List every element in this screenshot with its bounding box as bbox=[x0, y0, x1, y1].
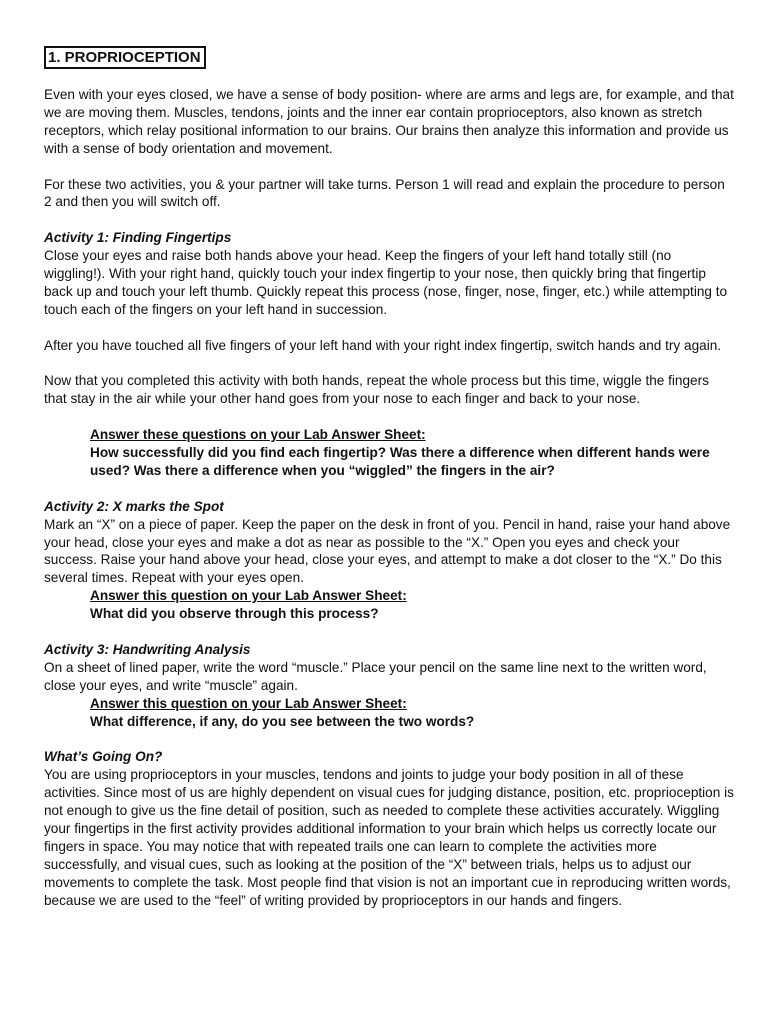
activity2-paragraph: Mark an “X” on a piece of paper. Keep the paper on the desk in front of you. Pencil in hand, raise your hand above your head, close your eyes and make a dot as near as possible to the “X.” Open you eyes and check your success. Raise your hand above your head, close your eyes, and attempt to make a dot closer to the “X.” Do this several times. Repeat with your eyes open. bbox=[44, 516, 731, 586]
intro-paragraph-2: For these two activities, you & your partner will take turns. Person 1 will read and explain the procedure to person 2 and then you will switch off. bbox=[44, 176, 725, 210]
activity3-answer-question: What difference, if any, do you see between the two words? bbox=[90, 713, 475, 729]
activity2-answer-lead: Answer this question on your Lab Answer Sheet: bbox=[90, 588, 407, 604]
activity1-answer-block bbox=[90, 426, 734, 480]
whats-going-on-paragraph: You are using proprioceptors in your muscles, tendons and joints to judge your body position in all of these activities. Since most of us are highly dependent on visual cues for judging distance, position, etc. proprioception is not enough to give us the fine detail of position, such as needed to complete these activities accurately. Wiggling your fingertips in the first activity provides additional information to your brain which helps us correctly locate our fingers in space. You may notice that with repeated trails one can learn to complete the activities more successfully, and visual cues, such as looking at the position of the “X” between trials, helps us to adjust our movements to complete the task. Most people find that vision is not an important cue in reproducing written words, because we are used to the “feel” of writing provided by proprioceptors in our hands and fingers. bbox=[44, 767, 734, 908]
activity3-answer-lead: Answer this question on your Lab Answer Sheet: bbox=[90, 695, 407, 711]
activity1-heading: Activity 1: Finding Fingertips bbox=[44, 230, 232, 246]
activity1-answer-lead: Answer these questions on your Lab Answer Sheet: bbox=[90, 427, 426, 443]
activity2-answer-question: What did you observe through this process? bbox=[90, 606, 379, 622]
activity1-answer-question: How successfully did you find each fingertip? Was there a difference when different hands were used? Was there a difference when you “wiggled” the fingers in the air? bbox=[90, 445, 710, 478]
activity3-paragraph: On a sheet of lined paper, write the word “muscle.” Place your pencil on the same line next to the written word, close your eyes, and write “muscle” again. bbox=[44, 659, 707, 693]
activity2-answer-block bbox=[90, 587, 734, 623]
section-title: 1. PROPRIOCEPTION bbox=[44, 46, 206, 69]
whats-going-on-heading: What’s Going On? bbox=[44, 749, 163, 765]
activity2-heading: Activity 2: X marks the Spot bbox=[44, 498, 224, 514]
activity1-paragraph-3: Now that you completed this activity with both hands, repeat the whole process but this time, wiggle the fingers that stay in the air while your other hand goes from your nose to each finger and back to your nose. bbox=[44, 373, 709, 407]
activity3-heading: Activity 3: Handwriting Analysis bbox=[44, 641, 251, 657]
document-page bbox=[44, 46, 734, 910]
activity1-paragraph-2: After you have touched all five fingers of your left hand with your right index fingertip, switch hands and try again. bbox=[44, 337, 722, 353]
activity3-answer-block bbox=[90, 695, 734, 731]
intro-paragraph-1: Even with your eyes closed, we have a sense of body position- where are arms and legs are, for example, and that we are moving them. Muscles, tendons, joints and the inner ear contain proprioceptors, also known as stretch receptors, which relay positional information to our brains. Our brains then analyze this information and provide us with a sense of body orientation and movement. bbox=[44, 87, 734, 156]
activity1-paragraph-1: Close your eyes and raise both hands above your head. Keep the fingers of your left hand totally still (no wiggling!). With your right hand, quickly touch your index fingertip to your nose, then quickly bring that fingertip back up and touch your left thumb. Quickly repeat this process (nose, finger, nose, finger, etc.) while attempting to touch each of the fingers on your left hand in succession. bbox=[44, 248, 728, 317]
